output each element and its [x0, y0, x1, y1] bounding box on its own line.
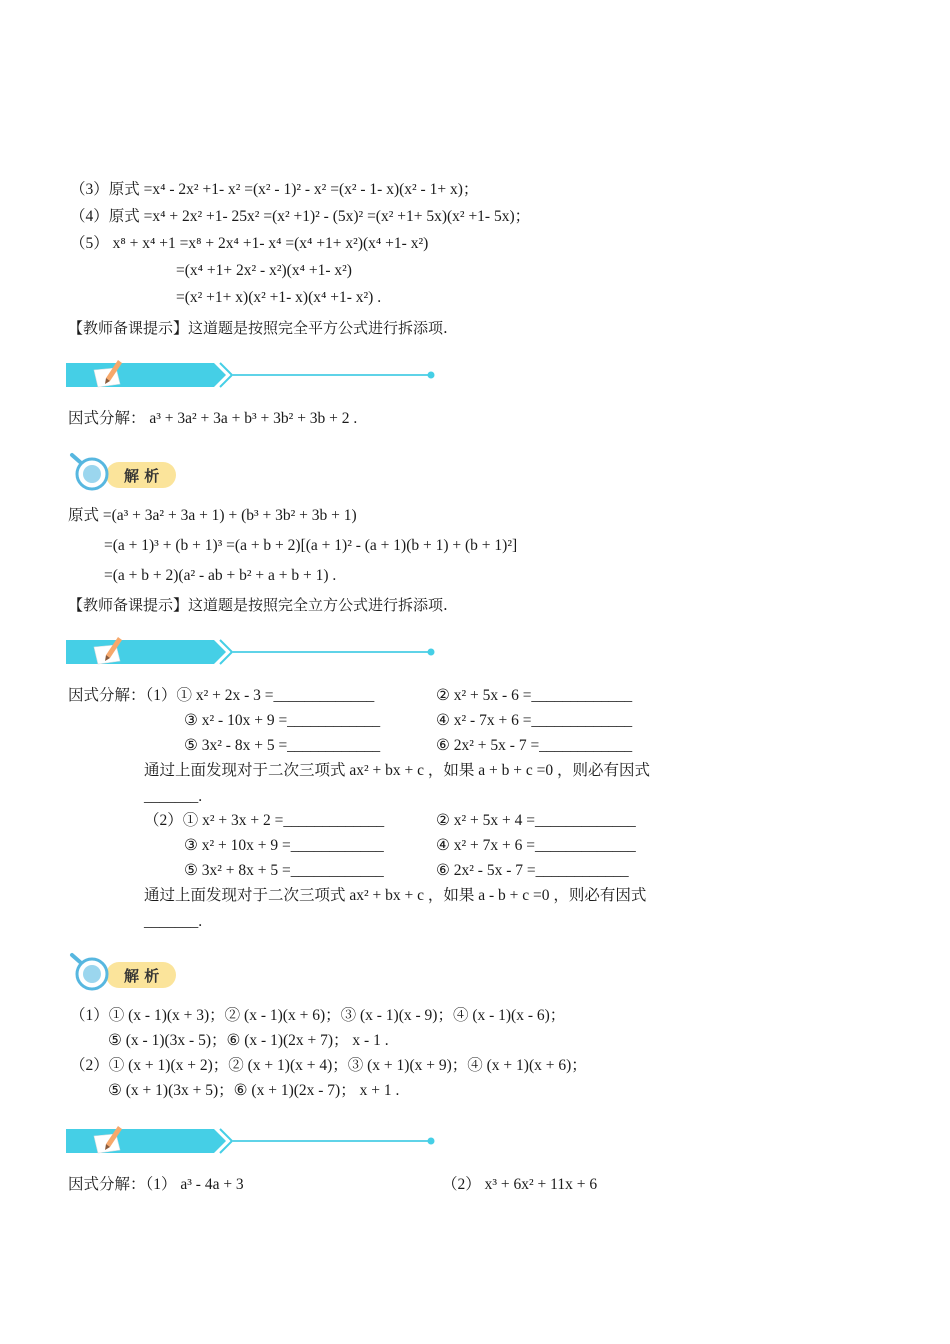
solution2-line-4: ⑤ (x + 1)(3x + 5)；⑥ (x + 1)(2x - 7)； x + 1 . — [108, 1082, 400, 1099]
problem2-item-1-5: ⑤ 3x² - 8x + 5 =____________ — [184, 737, 381, 754]
problem2-item-2-1: （2）① x² + 3x + 2 =_____________ — [144, 812, 385, 829]
problem-1: 因式分解： a³ + 3a² + 3a + b³ + 3b² + 3b + 2 . — [68, 410, 358, 427]
problem2-blank-2: _______. — [144, 913, 203, 930]
solution2-line-2: ⑤ (x - 1)(3x - 5)；⑥ (x - 1)(2x + 7)； x - 1 . — [108, 1032, 389, 1049]
problem2-item-1-6: ⑥ 2x² + 5x - 7 =____________ — [436, 737, 633, 754]
teacher-tip-1: 【教师备课提示】这道题是按照完全平方公式进行拆添项. — [68, 319, 448, 337]
magnifier-icon — [72, 955, 107, 989]
problem2-item-2-6: ⑥ 2x² - 5x - 7 =____________ — [436, 862, 629, 879]
problem2-item-1-3: ③ x² - 10x + 9 =____________ — [184, 712, 381, 729]
solution2-line-3: （2）① (x + 1)(x + 2)；② (x + 1)(x + 4)；③ (x + 1)(x + 9)；④ (x + 1)(x + 6)； — [70, 1057, 587, 1074]
solution1-line-1: 原式 =(a³ + 3a² + 3a + 1) + (b³ + 3b² + 3b + 1) — [68, 507, 357, 524]
magnifier-icon — [72, 455, 107, 489]
jiexi-label-1: 解 析 — [124, 467, 160, 485]
jiexi-label-2: 解 析 — [124, 967, 160, 985]
problem2-item-2-5: ⑤ 3x² + 8x + 5 =____________ — [184, 862, 384, 879]
problem2-item-1-1: 因式分解：（1）① x² + 2x - 3 =_____________ — [68, 687, 375, 704]
solution-line-4: （4）原式 =x⁴ + 2x² +1- 25x² =(x² +1)² - (5x)² =(x² +1+ 5x)(x² +1- 5x)； — [70, 208, 531, 225]
solution-line-5b: =(x⁴ +1+ 2x² - x²)(x⁴ +1- x²) — [176, 262, 352, 279]
jiexi-badge-1 — [66, 452, 178, 496]
solution-line-3: （3）原式 =x⁴ - 2x² +1- x² =(x² - 1)² - x² =(x² - 1- x)(x² - 1+ x)； — [70, 181, 479, 198]
problem2-conclusion-2: 通过上面发现对于二次三项式 ax² + bx + c ，如果 a - b + c =0 ，则必有因式 — [144, 887, 647, 904]
jiexi-badge-2 — [66, 952, 178, 996]
teacher-tip-2: 【教师备课提示】这道题是按照完全立方公式进行拆添项. — [68, 596, 448, 614]
problem3-part-2: （2） x³ + 6x² + 11x + 6 — [442, 1176, 598, 1193]
solution-line-5c: =(x² +1+ x)(x² +1- x)(x⁴ +1- x²) . — [176, 289, 382, 306]
problem2-item-2-4: ④ x² + 7x + 6 =_____________ — [436, 837, 636, 854]
problem2-item-2-3: ③ x² + 10x + 9 =____________ — [184, 837, 384, 854]
solution-line-5a: （5） x⁸ + x⁴ +1 =x⁸ + 2x⁴ +1- x⁴ =(x⁴ +1+ x²)(x⁴ +1- x²) — [70, 235, 429, 252]
problem2-conclusion-1: 通过上面发现对于二次三项式 ax² + bx + c ，如果 a + b + c =0 ，则必有因式 — [144, 762, 650, 779]
example-banner-2 — [66, 637, 438, 667]
problem2-item-1-2: ② x² + 5x - 6 =_____________ — [436, 687, 633, 704]
solution2-line-1: （1）① (x - 1)(x + 3)；② (x - 1)(x + 6)；③ (x - 1)(x - 9)；④ (x - 1)(x - 6)； — [70, 1007, 566, 1024]
problem2-item-2-2: ② x² + 5x + 4 =_____________ — [436, 812, 636, 829]
solution1-line-3: =(a + b + 2)(a² - ab + b² + a + b + 1) . — [104, 567, 337, 584]
example-banner-3 — [66, 1126, 438, 1156]
problem2-blank-1: _______. — [144, 788, 203, 805]
solution1-line-2: =(a + 1)³ + (b + 1)³ =(a + b + 2)[(a + 1)² - (a + 1)(b + 1) + (b + 1)²] — [104, 537, 518, 554]
problem2-item-1-4: ④ x² - 7x + 6 =_____________ — [436, 712, 633, 729]
problem3-part-1: 因式分解：（1） a³ - 4a + 3 — [68, 1176, 244, 1193]
example-banner-1 — [66, 360, 438, 390]
